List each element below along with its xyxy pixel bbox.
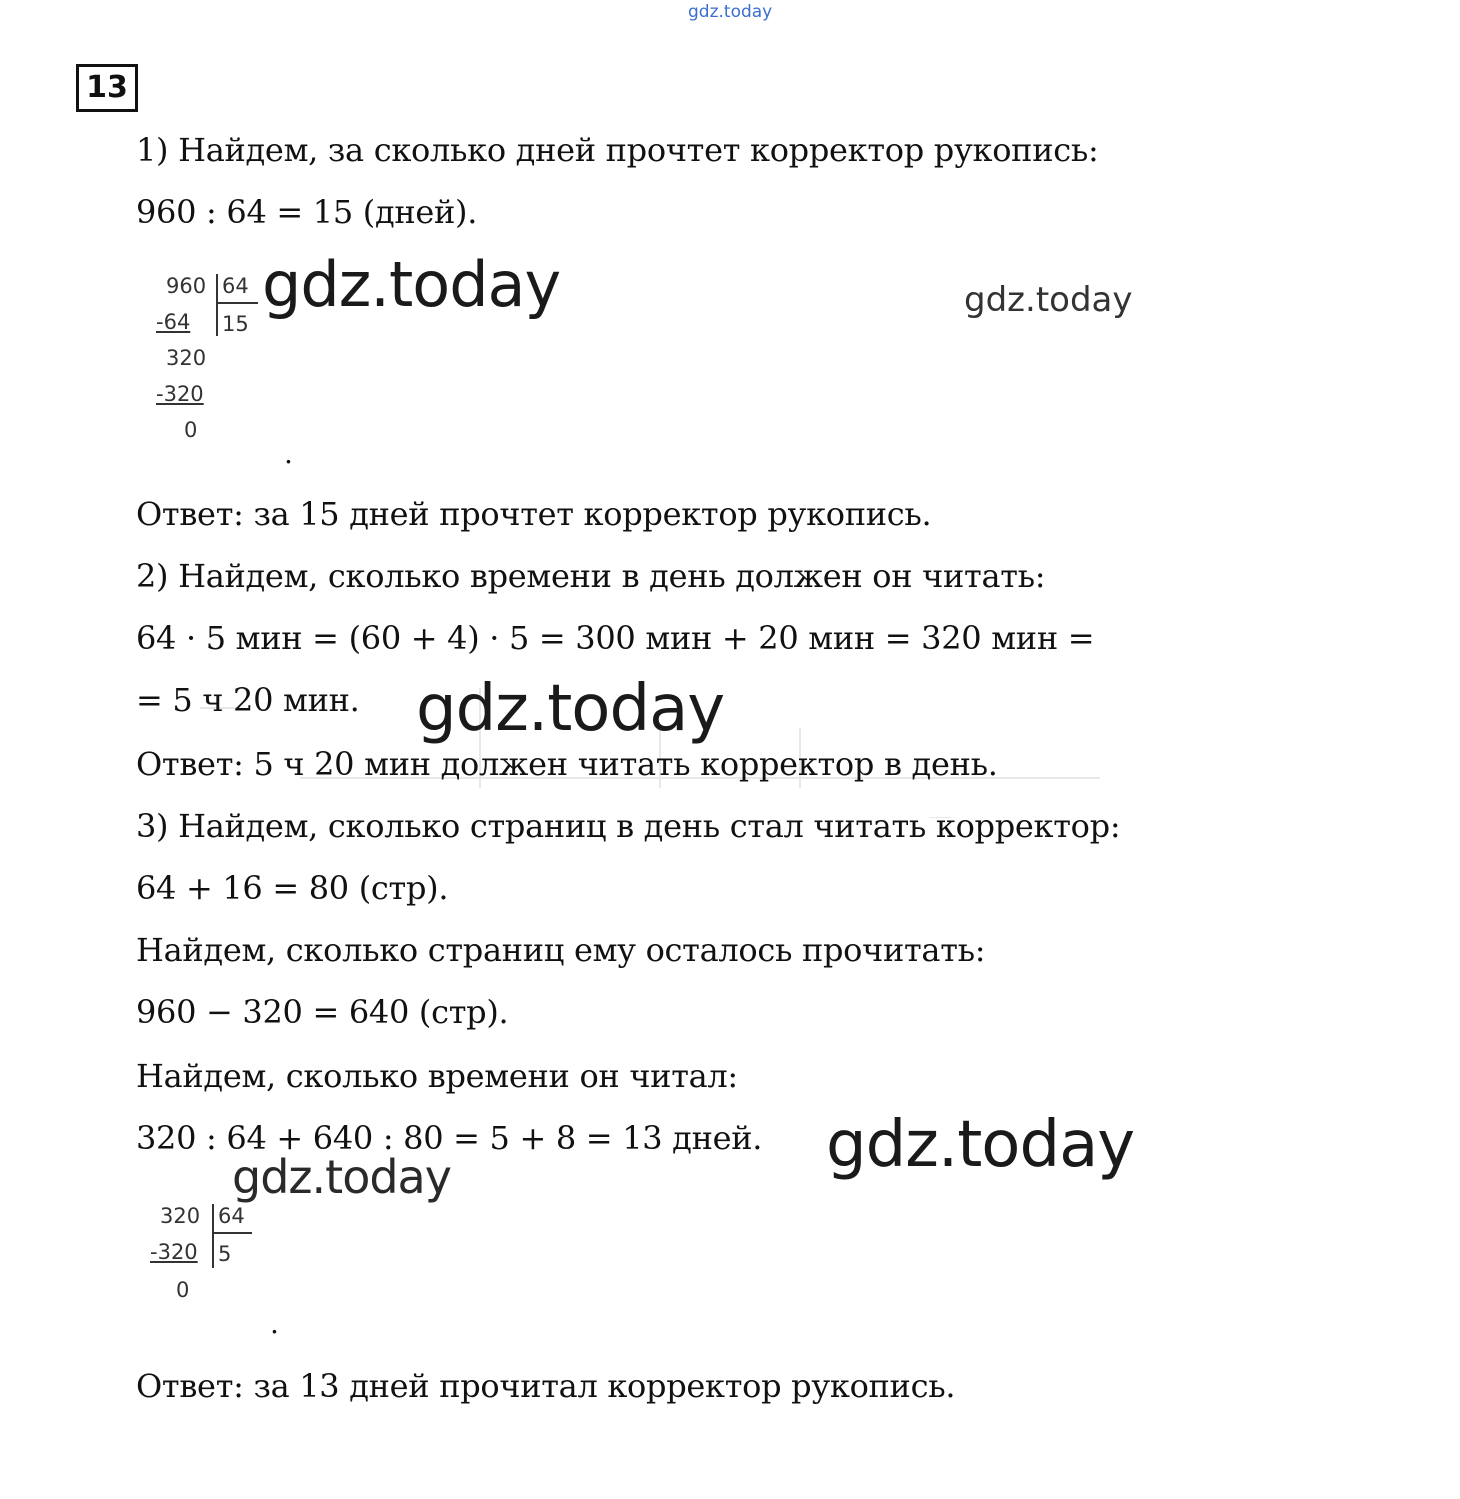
division-2-result: 0 bbox=[176, 1278, 190, 1302]
long-division-2 bbox=[146, 1204, 266, 1314]
division-1-divisor: 64 bbox=[222, 274, 249, 298]
watermark-large-3: gdz.today bbox=[826, 1108, 1135, 1182]
division-1-horizontal-bar bbox=[216, 302, 258, 304]
step-2-answer: Ответ: 5 ч 20 мин должен читать корректор в день. bbox=[136, 745, 998, 783]
step-2-equation: 64 · 5 мин = (60 + 4) · 5 = 300 мин + 20 мин = 320 мин = bbox=[136, 619, 1095, 657]
task-number-badge: 13 bbox=[76, 64, 138, 112]
division-1-vertical-bar bbox=[216, 274, 218, 336]
step-1-equation: 960 : 64 = 15 (дней). bbox=[136, 193, 478, 231]
step-3-subheading-1: Найдем, сколько страниц ему осталось прочитать: bbox=[136, 931, 986, 969]
division-2-dividend: 320 bbox=[160, 1204, 201, 1228]
step-3-equation-2: 960 − 320 = 640 (стр). bbox=[136, 993, 509, 1031]
watermark-medium-1: gdz.today bbox=[232, 1150, 451, 1204]
step-3-answer: Ответ: за 13 дней прочитал корректор рукопись. bbox=[136, 1367, 956, 1405]
division-1-remainder: 320 bbox=[166, 346, 207, 370]
division-2-step1: -320 bbox=[150, 1240, 198, 1264]
division-2-horizontal-bar bbox=[212, 1232, 252, 1234]
watermark-large-1: gdz.today bbox=[262, 248, 561, 321]
step-1-answer: Ответ: за 15 дней прочтет корректор рукопись. bbox=[136, 495, 932, 533]
division-1-step2: -320 bbox=[156, 382, 204, 406]
step-3-subheading-2: Найдем, сколько времени он читал: bbox=[136, 1057, 738, 1095]
step-1-heading: 1) Найдем, за сколько дней прочтет корректор рукопись: bbox=[136, 131, 1099, 169]
watermark-small-1: gdz.today bbox=[964, 280, 1133, 320]
step-3-heading: 3) Найдем, сколько страниц в день стал читать корректор: bbox=[136, 807, 1121, 845]
division-1-dividend: 960 bbox=[166, 274, 207, 298]
dot-1: . bbox=[284, 437, 293, 470]
dot-2: . bbox=[270, 1307, 279, 1340]
division-2-quotient: 5 bbox=[218, 1242, 232, 1266]
watermark-large-2: gdz.today bbox=[416, 672, 725, 746]
step-3-equation-3: 320 : 64 + 640 : 80 = 5 + 8 = 13 дней. bbox=[136, 1119, 763, 1157]
step-2-heading: 2) Найдем, сколько времени в день должен он читать: bbox=[136, 557, 1046, 595]
division-2-divisor: 64 bbox=[218, 1204, 245, 1228]
division-1-quotient: 15 bbox=[222, 312, 249, 336]
step-2-equation-cont: = 5 ч 20 мин. bbox=[136, 681, 360, 719]
division-2-vertical-bar bbox=[212, 1204, 214, 1268]
step-3-equation: 64 + 16 = 80 (стр). bbox=[136, 869, 449, 907]
division-1-step1: -64 bbox=[156, 310, 191, 334]
watermark-top: gdz.today bbox=[688, 2, 773, 22]
division-1-result: 0 bbox=[184, 418, 198, 442]
long-division-1 bbox=[150, 274, 270, 444]
